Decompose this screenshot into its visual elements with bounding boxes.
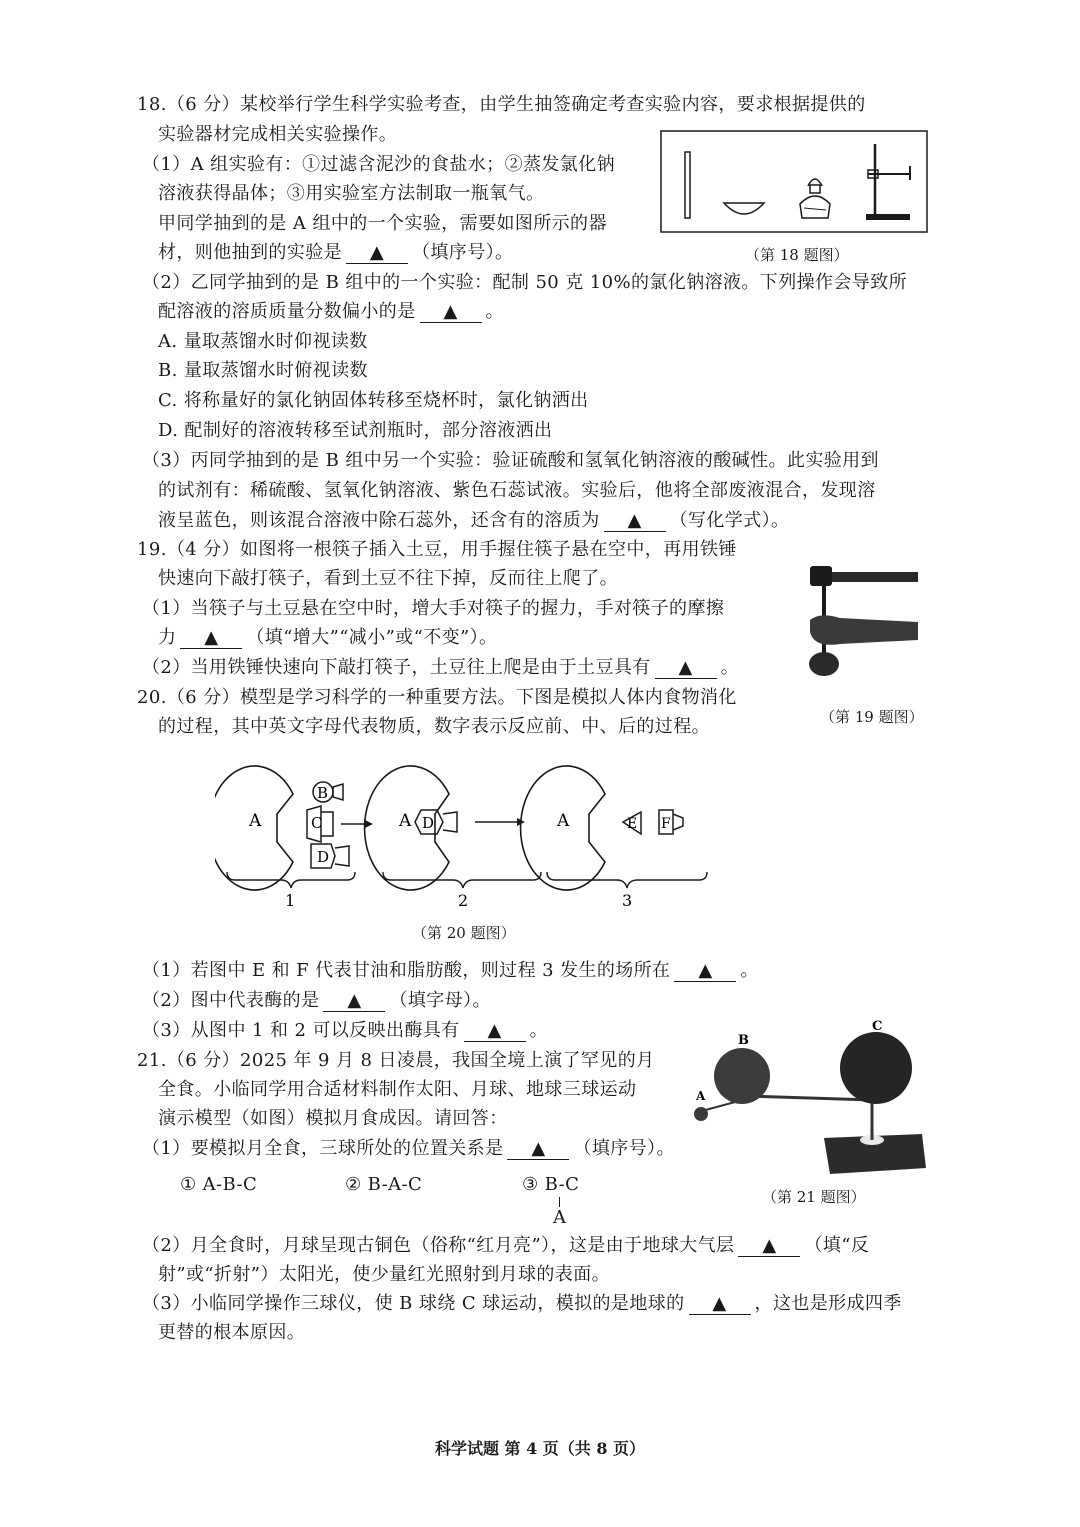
q19-caption: （第 19 题图） <box>820 708 924 726</box>
stage-brace <box>547 872 707 888</box>
substance-label: B <box>317 784 329 802</box>
stage-brace <box>383 872 541 888</box>
q20-part1-text: （1）若图中 E 和 F 代表甘油和脂肪酸，则过程 3 发生的场所在 <box>142 960 671 981</box>
answer-blank: ▲ <box>674 961 736 982</box>
q19-figure <box>800 560 925 690</box>
q19-part1-text: 力 <box>158 627 177 648</box>
q21-part3-tail: ，这也是形成四季 <box>754 1293 902 1314</box>
q18-option-a: A. 量取蒸馏水时仰视读数 <box>158 331 368 352</box>
q21-line-2: 全食。小临同学用合适材料制作太阳、月球、地球三球运动 <box>158 1079 637 1100</box>
sun-ball-icon <box>840 1032 912 1104</box>
earth-ball-icon <box>714 1048 770 1104</box>
ball-label: C <box>872 1019 883 1034</box>
substance-label: D <box>422 814 435 832</box>
answer-blank: ▲ <box>689 1294 751 1315</box>
q20-part2-text: （2）图中代表酶的是 <box>142 990 320 1011</box>
moon-ball-icon <box>694 1107 708 1121</box>
stage-label: 2 <box>458 891 469 910</box>
q20-part1 <box>142 958 759 984</box>
q21-line-1: 21.（6 分）2025 年 9 月 8 日凌晨，我国全境上演了罕见的月 <box>137 1050 655 1071</box>
q19-line-2: 快速向下敲打筷子，看到土豆不往下掉，反而往上爬了。 <box>158 568 618 589</box>
q20-part2 <box>142 988 491 1014</box>
q21-part2-line-1 <box>142 1233 869 1259</box>
q21-option-2: ② B-A-C <box>345 1174 423 1195</box>
q19-line-1: 19.（4 分）如图将一根筷子插入土豆，用手握住筷子悬在空中，再用铁锤 <box>137 539 737 560</box>
evaporating-dish-icon <box>724 203 764 214</box>
q19-part2-text: （2）当用铁锤快速向下敲打筷子，土豆往上爬是由于土豆具有 <box>142 657 651 678</box>
q18-part3-tail: （写化学式）。 <box>669 510 790 531</box>
q19-part1-tail: （填“增大”“减小”或“不变”）。 <box>246 627 498 648</box>
q21-part2-line-2: 射”或“折射”）太阳光，使少量红光照射到月球的表面。 <box>158 1264 611 1285</box>
q21-part2-tail: （填“反 <box>804 1235 870 1256</box>
hand-icon <box>810 615 918 644</box>
alcohol-lamp-icon <box>800 179 830 218</box>
substance-label: A <box>249 811 262 831</box>
q20-line-1: 20.（6 分）模型是学习科学的一种重要方法。下图是模拟人体内食物消化 <box>137 687 737 708</box>
answer-blank: ▲ <box>738 1236 800 1257</box>
answer-blank: ▲ <box>346 243 408 264</box>
q18-part1-line-4 <box>158 240 513 266</box>
q18-part1-tail: （填序号）。 <box>412 242 514 263</box>
q18-part3-line-2: 的试剂有：稀硫酸、氢氧化钠溶液、紫色石蕊试液。实验后，他将全部废液混合，发现溶 <box>158 480 876 501</box>
q21-part2-text: （2）月全食时，月球呈现古铜色（俗称“红月亮”），这是由于地球大气层 <box>142 1235 735 1256</box>
q18-part2-line-1: （2）乙同学抽到的是 B 组中的一个实验：配制 50 克 10%的氯化钠溶液。下列操作会导致所 <box>142 272 907 293</box>
answer-blank: ▲ <box>420 302 482 323</box>
q20-part1-tail: 。 <box>740 960 759 981</box>
q18-part3-text: 液呈蓝色，则该混合溶液中除石蕊外，还含有的溶质为 <box>158 510 600 531</box>
q21-part3-text: （3）小临同学操作三球仪，使 B 球绕 C 球运动，模拟的是地球的 <box>142 1293 685 1314</box>
q21-caption: （第 21 题图） <box>762 1188 866 1206</box>
q21-figure <box>686 1018 932 1176</box>
q18-line-2: 实验器材完成相关实验操作。 <box>158 124 398 145</box>
q19-part2-tail: 。 <box>720 657 740 678</box>
q20-caption: （第 20 题图） <box>412 924 516 942</box>
potato-icon <box>809 652 839 676</box>
q21-part1-tail: （填序号）。 <box>573 1138 675 1159</box>
q18-part1-line-2: 溶液获得晶体；③用实验室方法制取一瓶氧气。 <box>158 183 545 204</box>
answer-blank: ▲ <box>655 658 717 679</box>
q18-option-b: B. 量取蒸馏水时俯视读数 <box>158 360 368 381</box>
substance-label: D <box>317 848 330 866</box>
substance-label: F <box>661 816 671 832</box>
answer-blank: ▲ <box>507 1139 569 1160</box>
substance-label: E <box>627 816 638 832</box>
q18-caption: （第 18 题图） <box>745 246 849 264</box>
q21-part1 <box>142 1136 675 1162</box>
q18-line-1: 18.（6 分）某校举行学生科学实验考查，由学生抽签确定考查实验内容，要求根据提供的 <box>137 94 866 115</box>
q19-part1-line-1: （1）当筷子与土豆悬在空中时，增大手对筷子的握力，手对筷子的摩擦 <box>142 598 725 619</box>
hammer-icon <box>810 566 918 586</box>
q18-part1-line-3: 甲同学抽到的是 A 组中的一个实验，需要如图所示的器 <box>158 213 607 234</box>
q19-part1-line-2 <box>158 625 497 651</box>
q20-part2-tail: （填字母）。 <box>389 990 491 1011</box>
glass-rod-icon <box>685 152 690 218</box>
substance-label: A <box>557 811 570 831</box>
q18-option-d: D. 配制好的溶液转移至试剂瓶时，部分溶液洒出 <box>158 420 553 441</box>
stage-label: 1 <box>285 891 296 910</box>
stage-label: 3 <box>622 891 633 910</box>
q21-part3-line-1 <box>142 1291 902 1317</box>
answer-blank: ▲ <box>604 511 666 532</box>
q18-option-c: C. 将称量好的氯化钠固体转移至烧杯时，氯化钠洒出 <box>158 390 589 411</box>
q18-part2-tail: 。 <box>485 301 505 322</box>
q20-part3-tail: 。 <box>529 1020 549 1041</box>
q19-part2 <box>142 655 739 681</box>
q21-option-1: ① A-B-C <box>180 1174 258 1195</box>
q21-option-3-bottom: A <box>553 1207 567 1228</box>
q18-part2-text: 配溶液的溶质质量分数偏小的是 <box>158 301 416 322</box>
q20-part3-text: （3）从图中 1 和 2 可以反映出酶具有 <box>142 1020 460 1041</box>
q18-part1-line-1: （1）A 组实验有：①过滤含泥沙的食盐水；②蒸发氯化钠 <box>142 154 615 175</box>
answer-blank: ▲ <box>323 991 385 1012</box>
substance-label: C <box>311 814 323 832</box>
q18-part2-line-2 <box>158 299 504 325</box>
answer-blank: ▲ <box>180 628 242 649</box>
q21-line-3: 演示模型（如图）模拟月食成因。请回答： <box>158 1108 508 1129</box>
q21-option-3: ③ B-C <box>522 1174 580 1195</box>
ball-label: B <box>738 1033 749 1048</box>
q20-part3 <box>142 1018 548 1044</box>
ball-label: A <box>696 1089 706 1103</box>
q18-part3-line-1: （3）丙同学抽到的是 B 组中另一个实验：验证硫酸和氢氧化钠溶液的酸碱性。此实验用到 <box>142 450 879 471</box>
page-footer: 科学试题 第 4 页（共 8 页） <box>434 1439 646 1458</box>
q18-part3-line-3 <box>158 508 789 534</box>
q21-part3-line-2: 更替的根本原因。 <box>158 1322 306 1343</box>
q21-part1-text: （1）要模拟月全食，三球所处的位置关系是 <box>142 1138 504 1159</box>
q20-figure <box>215 760 715 915</box>
q18-figure <box>660 130 930 234</box>
q20-line-2: 的过程，其中英文字母代表物质，数字表示反应前、中、后的过程。 <box>158 716 710 737</box>
answer-blank: ▲ <box>464 1021 526 1042</box>
q18-part1-text: 材，则他抽到的实验是 <box>158 242 342 263</box>
stage-brace <box>227 872 355 888</box>
iron-stand-icon <box>866 144 910 220</box>
substance-label: A <box>399 811 412 831</box>
